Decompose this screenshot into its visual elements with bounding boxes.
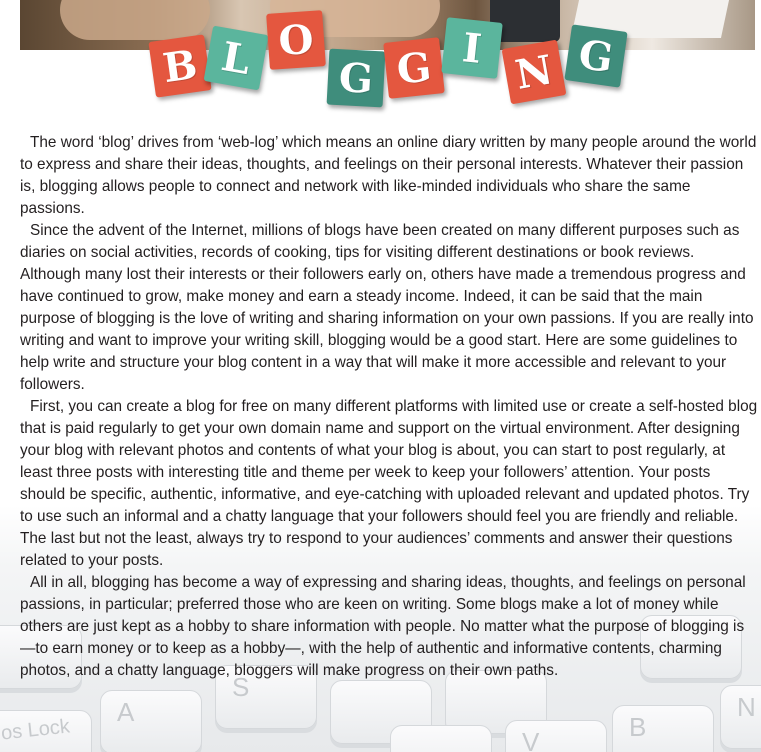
paragraph-guidelines: First, you can create a blog for free on many different platforms with limited use or create a self-hosted blog that is paid regularly to get your own domain name and support on the virtual environment. After designing your blog with relevant photos and contents of what your blog is about, you can start to post regularly, at least three posts with interesting title and theme per week to keep your followers’ attention. Your posts should be specific, authentic, informative, and eye-catching with uploaded relevant and updated photos. Try to use such an informal and a chatty language that your followers should feel you are friendly and reliable. The last but not the least, always try to respond to your audiences’ comments and answer their questions related to your posts. — [20, 398, 758, 569]
keyboard-key: V — [505, 720, 607, 752]
keyboard-key: N — [720, 685, 761, 749]
article-body — [20, 132, 758, 682]
keyboard-key: A — [100, 690, 202, 752]
paragraph-intro: The word ‘blog’ drives from ‘web-log’ which means an online diary written by many people around the world to express and share their ideas, thoughts, and feelings on their personal interests. Whatever their passion is, blogging allows people to connect and network with like-minded individuals who share the same passions. — [20, 134, 757, 217]
keyboard-key: B — [612, 705, 714, 752]
title-letter-tile: O — [266, 10, 326, 70]
paragraph-conclusion: All in all, blogging has become a way of expressing and sharing ideas, thoughts, and feelings on personal passions, in particular; preferred those who are keen on writing. Some blogs make a lot of money while others are just kept as a hobby to share information with people. No matter what the purpose of blogging is—to earn money or to keep as a hobby—, with the help of authentic and informative contents, charming photos, and a chatty language, bloggers will make progress on their own paths. — [20, 574, 746, 679]
title-letter-tile: G — [327, 49, 386, 108]
title-letter-tile: I — [441, 17, 503, 79]
title-letter-tile: G — [383, 37, 445, 99]
title-letter-tile: N — [502, 40, 567, 105]
paragraph-history: Since the advent of the Internet, millions of blogs have been created on many different purposes such as diaries on social activities, records of cooking, tips for visiting different destinations or book reviews. Although many lost their interests or their followers early on, others have made a tremendous progress and have continued to grow, make money and earn a steady income. Indeed, it can be said that the main purpose of blogging is the love of writing and sharing information on your own passions. If you are really into writing and want to improve your writing skill, blogging would be a good start. Here are some guidelines to help write and structure your blog content in a way that will make it more accessible and relevant to your followers. — [20, 222, 754, 393]
title-letter-tile: L — [204, 26, 269, 91]
keyboard-key — [390, 725, 492, 752]
title-letter-tile: G — [564, 24, 627, 87]
blogging-title — [0, 0, 761, 120]
keyboard-key: os Lock — [0, 710, 92, 752]
title-letter-tile: B — [148, 34, 211, 97]
keyboard-key: S — [215, 665, 317, 729]
